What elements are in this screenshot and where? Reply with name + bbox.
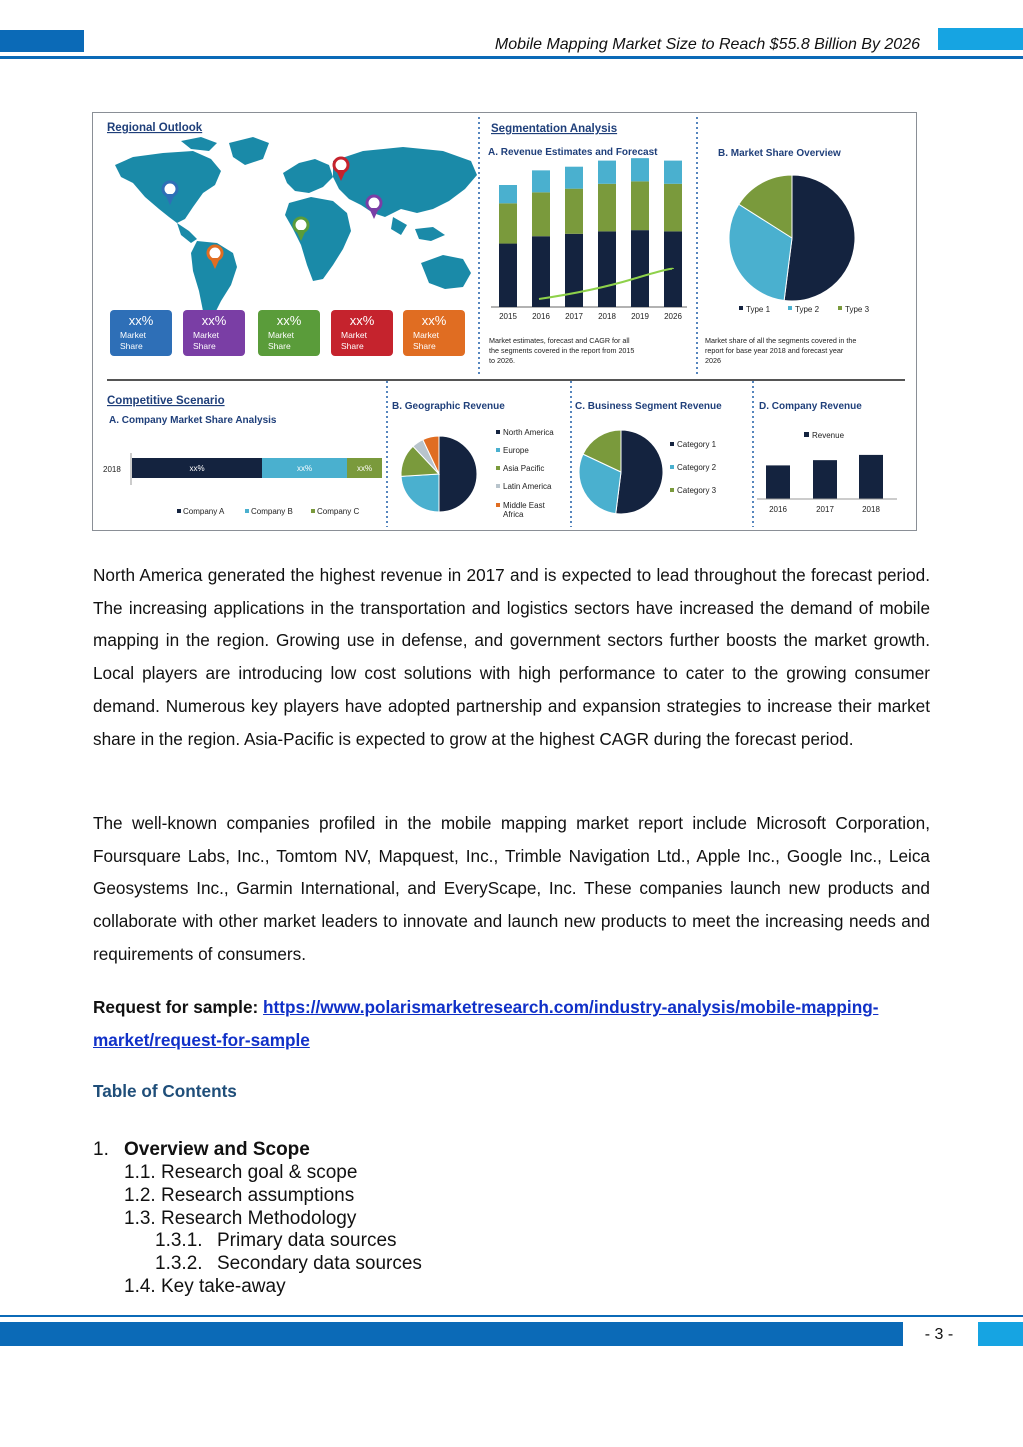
business-segment-legend-swatch: [670, 488, 674, 492]
revenue-bar-segment: [565, 167, 583, 189]
share-caption-line2: report for base year 2018 and forecast year: [705, 346, 844, 355]
revenue-bar-segment: [499, 244, 517, 307]
company-share-year: 2018: [103, 465, 121, 474]
geographic-title: B. Geographic Revenue: [392, 401, 505, 412]
region-card-value: xx%: [201, 313, 227, 328]
revenue-bar-segment: [499, 203, 517, 243]
region-card-value: xx%: [349, 313, 375, 328]
page-header-title: Mobile Mapping Market Size to Reach $55.8 Billion By 2026: [494, 36, 920, 53]
company-share-legend: [177, 507, 359, 516]
toc-section-1-2[interactable]: 1.2. Research assumptions: [124, 1185, 355, 1206]
revenue-forecast-title: A. Revenue Estimates and Forecast: [488, 147, 658, 158]
company-share-segment-label: xx%: [356, 464, 373, 473]
company-revenue-legend-swatch: [804, 432, 809, 437]
geographic-legend-label: Europe: [503, 446, 529, 455]
footer-rule: [0, 1315, 1023, 1317]
header-rule: [0, 56, 1023, 59]
company-share-segment-label: xx%: [296, 464, 313, 473]
business-segment-pie: [579, 430, 663, 514]
body-paragraph-1: North America generated the highest revenue in 2017 and is expected to lead throughout the forecast period. The increasing applications in the transportation and logistics sectors have increased the demand of mobile mapping in the region. Growing use in defense, and government sectors further boosts the market growth. Local players are introducing low cost solutions with high performance to cater to the growing consumer demand. Numerous key players have adopted partnership and expansion strategies to increase their market share in the region. Asia-Pacific is expected to grow at the highest CAGR during the forecast period.: [93, 565, 930, 749]
revenue-bar-segment: [598, 231, 616, 307]
region-card-value: xx%: [276, 313, 302, 328]
geographic-legend-label: Africa: [503, 510, 524, 519]
company-share-title: A. Company Market Share Analysis: [109, 415, 277, 426]
company-share-legend-label: Company C: [317, 507, 360, 516]
revenue-year-label: 2018: [598, 312, 616, 321]
company-revenue-bar: [859, 455, 883, 499]
business-segment-legend-label: Category 2: [677, 463, 717, 472]
geographic-legend-label: Middle East: [503, 501, 545, 510]
geographic-legend: [496, 428, 554, 519]
toc-section-1-3-1-number: 1.3.1.: [155, 1230, 203, 1251]
page-number: - 3 -: [924, 1326, 954, 1343]
geographic-legend-swatch: [496, 484, 500, 488]
revenue-bar-segment: [565, 189, 583, 234]
header-accent-left: [0, 30, 84, 52]
geographic-legend-label: North America: [503, 428, 554, 437]
market-share-legend-label: Type 3: [845, 305, 870, 314]
segmentation-title: Segmentation Analysis: [491, 123, 618, 135]
revenue-bar-segment: [631, 230, 649, 307]
body-paragraph-2: The well-known companies profiled in the mobile mapping market report include Microsoft Corporation, Foursquare Labs, Inc., Tomtom NV, Mapquest, Inc., Trimble Navigation Ltd., Apple Inc., Google Inc., Leica Geosystems Inc., Garmin International, and EveryScape, Inc. These companies launch new products and collaborate with other market leaders to innovate and launch new products to meet the increasing needs and requirements of consumers.: [93, 813, 930, 964]
market-share-legend-swatch: [838, 306, 842, 310]
revenue-year-label: 2026: [664, 312, 682, 321]
company-share-legend-swatch: [245, 509, 249, 513]
share-caption-line3: 2026: [705, 356, 721, 365]
region-card-label: Market: [413, 330, 439, 340]
share-caption-line1: Market share of all the segments covered in the: [705, 336, 857, 345]
map-pin-asia: [367, 196, 381, 219]
market-share-legend-swatch: [788, 306, 792, 310]
market-share-title: B. Market Share Overview: [718, 148, 841, 159]
business-segment-title: C. Business Segment Revenue: [575, 401, 722, 412]
revenue-bar-segment: [598, 184, 616, 232]
revenue-bar-segment: [565, 234, 583, 307]
company-share-bar: [132, 458, 382, 478]
toc-section-1-3-2-title: Secondary data sources: [217, 1253, 422, 1274]
market-share-legend-label: Type 2: [795, 305, 820, 314]
request-sample-link[interactable]: https://www.polarismarketresearch.com/industry-analysis/mobile-mapping-market/request-for-sample: [93, 997, 879, 1050]
revenue-forecast-chart: [491, 158, 687, 321]
market-share-legend: [739, 305, 870, 314]
revenue-bar-segment: [598, 161, 616, 184]
business-segment-legend: [670, 440, 717, 495]
revenue-year-label: 2019: [631, 312, 649, 321]
company-revenue-legend-label: Revenue: [812, 431, 845, 440]
footer-bar: [0, 1322, 903, 1346]
revenue-bar-segment: [499, 185, 517, 203]
market-share-legend-label: Type 1: [746, 305, 771, 314]
company-revenue-chart: [757, 455, 897, 514]
toc-section-1-4[interactable]: 1.4. Key take-away: [124, 1276, 286, 1297]
business-segment-slice: [616, 430, 663, 514]
market-share-legend-swatch: [739, 306, 743, 310]
market-share-pie: [729, 175, 855, 301]
geographic-legend-swatch: [496, 430, 500, 434]
region-card-label: Share: [193, 341, 216, 351]
company-share-segment-label: xx%: [189, 464, 205, 473]
region-share-cards: [110, 310, 465, 356]
revenue-bar-segment: [664, 161, 682, 184]
company-revenue-year-label: 2017: [816, 505, 834, 514]
revenue-bar-segment: [664, 184, 682, 232]
geographic-legend-swatch: [496, 503, 500, 507]
company-share-legend-label: Company A: [183, 507, 225, 516]
region-card-value: xx%: [128, 313, 154, 328]
revenue-caption-line3: to 2026.: [489, 356, 515, 365]
toc-section-1-3-1[interactable]: [155, 1229, 397, 1252]
footer-accent-right: [978, 1322, 1023, 1346]
revenue-bar-segment: [532, 170, 550, 192]
toc-section-1-3-2-number: 1.3.2.: [155, 1253, 203, 1274]
region-card-label: Market: [193, 330, 219, 340]
revenue-caption-line1: Market estimates, forecast and CAGR for all: [489, 336, 630, 345]
toc-section-1-title: Overview and Scope: [124, 1139, 310, 1160]
business-segment-legend-label: Category 3: [677, 486, 717, 495]
geographic-legend-label: Latin America: [503, 482, 552, 491]
region-card-label: Share: [413, 341, 436, 351]
company-revenue-year-label: 2018: [862, 505, 880, 514]
revenue-bar-segment: [532, 236, 550, 307]
request-sample-label: Request for sample:: [93, 997, 264, 1017]
company-share-legend-swatch: [177, 509, 181, 513]
business-segment-legend-swatch: [670, 442, 674, 446]
geographic-slice: [439, 436, 477, 512]
region-card-label: Market: [268, 330, 294, 340]
revenue-bar-segment: [631, 158, 649, 181]
revenue-year-label: 2015: [499, 312, 517, 321]
toc-section-1-3[interactable]: 1.3. Research Methodology: [124, 1208, 357, 1229]
revenue-bar-segment: [532, 192, 550, 236]
market-share-slice: [784, 175, 855, 301]
toc-section-1-1[interactable]: 1.1. Research goal & scope: [124, 1162, 358, 1183]
region-card-label: Share: [341, 341, 364, 351]
business-segment-legend-label: Category 1: [677, 440, 717, 449]
geographic-slice: [401, 474, 439, 512]
toc-section-1-number: 1.: [93, 1139, 109, 1160]
company-revenue-year-label: 2016: [769, 505, 787, 514]
company-revenue-title: D. Company Revenue: [759, 401, 862, 412]
market-infographic: [92, 112, 917, 531]
company-share-legend-label: Company B: [251, 507, 293, 516]
request-sample-line: [93, 991, 930, 1056]
header-accent-right: [938, 28, 1023, 50]
competitive-title: Competitive Scenario: [107, 395, 225, 407]
company-revenue-bar: [766, 465, 790, 499]
region-card-value: xx%: [421, 313, 447, 328]
revenue-year-label: 2016: [532, 312, 550, 321]
toc-section-1-3-1-title: Primary data sources: [217, 1230, 397, 1251]
toc-section-1[interactable]: [93, 1138, 310, 1161]
company-revenue-bar: [813, 460, 837, 499]
region-card-label: Share: [120, 341, 143, 351]
toc-section-1-3-2[interactable]: [155, 1252, 422, 1275]
company-share-legend-swatch: [311, 509, 315, 513]
geographic-legend-swatch: [496, 466, 500, 470]
revenue-bar-segment: [631, 181, 649, 230]
geographic-pie: [401, 436, 477, 512]
revenue-year-label: 2017: [565, 312, 583, 321]
region-card-label: Market: [120, 330, 146, 340]
regional-outlook-title: Regional Outlook: [107, 122, 203, 134]
geographic-legend-label: Asia Pacific: [503, 464, 545, 473]
toc-heading: Table of Contents: [93, 1081, 237, 1101]
business-segment-legend-swatch: [670, 465, 674, 469]
region-card-label: Market: [341, 330, 367, 340]
region-card-label: Share: [268, 341, 291, 351]
revenue-caption-line2: the segments covered in the report from 2015: [489, 346, 635, 355]
geographic-legend-swatch: [496, 448, 500, 452]
